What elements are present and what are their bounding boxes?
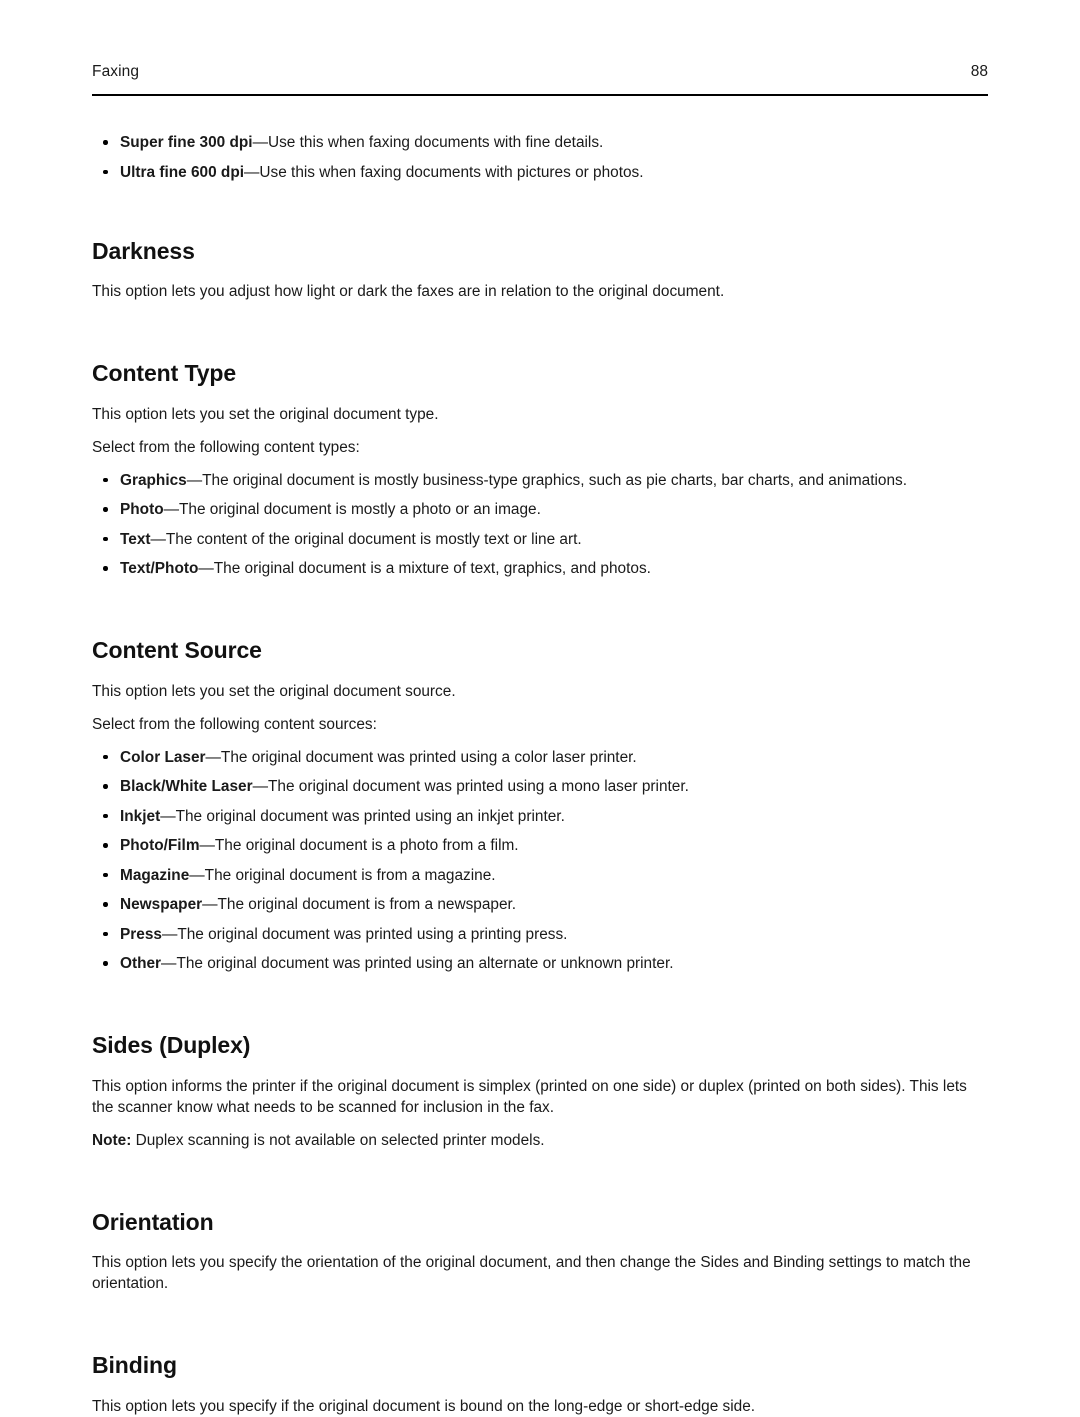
- bullet-dot-icon: [103, 755, 108, 760]
- list-item-term: Text: [120, 531, 151, 548]
- list-item-dash: —: [202, 896, 217, 913]
- list-item-term: Black/White Laser: [120, 778, 253, 795]
- paragraph-spacer: [92, 425, 992, 437]
- list-item-term: Text/Photo: [120, 560, 198, 577]
- heading-spacer: [92, 1236, 992, 1252]
- note-spacer: [92, 1118, 992, 1130]
- heading-spacer: [92, 265, 992, 281]
- list-item-description: The original document is from a magazine.: [205, 867, 496, 884]
- list-item-term: Photo/Film: [120, 837, 200, 854]
- section-bullet-list: [92, 470, 992, 580]
- list-item: [92, 747, 992, 768]
- heading-spacer: [92, 1380, 992, 1396]
- list-item-dash: —: [200, 837, 215, 854]
- bullet-dot-icon: [103, 873, 108, 878]
- header-divider-rule: [92, 94, 988, 96]
- list-item-term: Newspaper: [120, 896, 202, 913]
- list-item-dash: —: [198, 560, 213, 577]
- list-item-term: Graphics: [120, 472, 187, 489]
- list-item-description: The original document was printed using a mono laser printer.: [268, 778, 689, 795]
- heading-spacer: [92, 665, 992, 681]
- bullet-dot-icon: [103, 784, 108, 789]
- header-page-number: 88: [971, 62, 988, 81]
- list-item: [92, 924, 992, 945]
- list-item-description: The original document is mostly a photo or an image.: [179, 501, 541, 518]
- section-spacer: [92, 579, 992, 637]
- list-item-description: The content of the original document is mostly text or line art.: [166, 531, 582, 548]
- list-item-description: The original document is mostly business-type graphics, such as pie charts, bar charts, and animations.: [202, 472, 907, 489]
- bullet-dot-icon: [103, 507, 108, 512]
- list-item: [92, 162, 992, 183]
- list-item-description: Use this when faxing documents with pictures or photos.: [259, 164, 643, 181]
- section-heading: Sides (Duplex): [92, 1032, 992, 1060]
- list-item-term: Other: [120, 955, 161, 972]
- list-item-description: The original document is a photo from a film.: [215, 837, 519, 854]
- bullet-dot-icon: [103, 843, 108, 848]
- section-spacer: [92, 974, 992, 1032]
- bullet-dot-icon: [103, 170, 108, 175]
- body-paragraph: This option lets you set the original document type.: [92, 404, 992, 425]
- section-bullet-list: [92, 747, 992, 975]
- bullet-dot-icon: [103, 961, 108, 966]
- list-item-term: Magazine: [120, 867, 189, 884]
- list-item-dash: —: [164, 501, 179, 518]
- section-heading: Orientation: [92, 1209, 992, 1237]
- bullet-dot-icon: [103, 478, 108, 483]
- bullet-dot-icon: [103, 566, 108, 571]
- list-item: [92, 470, 992, 491]
- body-paragraph: This option lets you specify if the original document is bound on the long-edge or short-edge side.: [92, 1396, 992, 1417]
- note-paragraph: [92, 1130, 992, 1151]
- intro-bullet-list: [92, 132, 992, 183]
- list-item: [92, 835, 992, 856]
- list-item-term: Press: [120, 926, 162, 943]
- body-paragraph: Select from the following content sources:: [92, 714, 992, 735]
- list-item-dash: —: [253, 134, 268, 151]
- list-item-dash: —: [189, 867, 204, 884]
- section-spacer: [92, 1151, 992, 1209]
- list-item-description: The original document is from a newspaper.: [218, 896, 517, 913]
- list-item-description: The original document is a mixture of text, graphics, and photos.: [214, 560, 651, 577]
- list-item: [92, 776, 992, 797]
- list-item-dash: —: [151, 531, 166, 548]
- list-item: [92, 865, 992, 886]
- list-item-dash: —: [253, 778, 268, 795]
- list-item-description: The original document was printed using a printing press.: [177, 926, 567, 943]
- body-paragraph: This option informs the printer if the original document is simplex (printed on one side) or duplex (printed on both sides). This lets the scanner know what needs to be scanned for inclusion in the fax.: [92, 1076, 992, 1118]
- list-item: [92, 529, 992, 550]
- list-item-description: The original document was printed using an alternate or unknown printer.: [176, 955, 673, 972]
- list-item-dash: —: [206, 749, 221, 766]
- list-item-dash: —: [244, 164, 259, 181]
- list-spacer: [92, 458, 992, 470]
- body-paragraph: This option lets you set the original document source.: [92, 681, 992, 702]
- list-item-description: Use this when faxing documents with fine details.: [268, 134, 603, 151]
- bullet-dot-icon: [103, 140, 108, 145]
- list-item: [92, 894, 992, 915]
- section-heading: Content Source: [92, 637, 992, 665]
- list-item-term: Photo: [120, 501, 164, 518]
- note-text: Duplex scanning is not available on selected printer models.: [136, 1132, 545, 1149]
- list-spacer: [92, 735, 992, 747]
- list-item-dash: —: [160, 808, 175, 825]
- list-item: [92, 806, 992, 827]
- list-item-description: The original document was printed using an inkjet printer.: [176, 808, 565, 825]
- heading-spacer: [92, 1060, 992, 1076]
- list-item-dash: —: [161, 955, 176, 972]
- section-container: [92, 238, 992, 1417]
- paragraph-spacer: [92, 702, 992, 714]
- heading-spacer: [92, 388, 992, 404]
- list-item: [92, 953, 992, 974]
- body-paragraph: This option lets you adjust how light or dark the faxes are in relation to the original document.: [92, 281, 992, 302]
- section-spacer: [92, 302, 992, 360]
- bullet-dot-icon: [103, 932, 108, 937]
- bullet-dot-icon: [103, 537, 108, 542]
- bullet-dot-icon: [103, 902, 108, 907]
- list-item-term: Super fine 300 dpi: [120, 134, 253, 151]
- header-chapter-title: Faxing: [92, 62, 139, 81]
- page-content: [92, 132, 992, 1417]
- running-header: [92, 62, 988, 81]
- section-spacer: [92, 1294, 992, 1352]
- list-item-term: Ultra fine 600 dpi: [120, 164, 244, 181]
- note-label: Note:: [92, 1132, 131, 1149]
- list-item-dash: —: [187, 472, 202, 489]
- list-item-description: The original document was printed using a color laser printer.: [221, 749, 637, 766]
- bullet-dot-icon: [103, 814, 108, 819]
- section-heading: Binding: [92, 1352, 992, 1380]
- list-item: [92, 132, 992, 153]
- section-heading: Darkness: [92, 238, 992, 266]
- list-item: [92, 499, 992, 520]
- list-item-term: Inkjet: [120, 808, 160, 825]
- body-paragraph: This option lets you specify the orientation of the original document, and then change the Sides and Binding settings to match the orientation.: [92, 1252, 992, 1294]
- list-item-term: Color Laser: [120, 749, 206, 766]
- list-item: [92, 558, 992, 579]
- section-heading: Content Type: [92, 360, 992, 388]
- body-paragraph: Select from the following content types:: [92, 437, 992, 458]
- list-item-dash: —: [162, 926, 177, 943]
